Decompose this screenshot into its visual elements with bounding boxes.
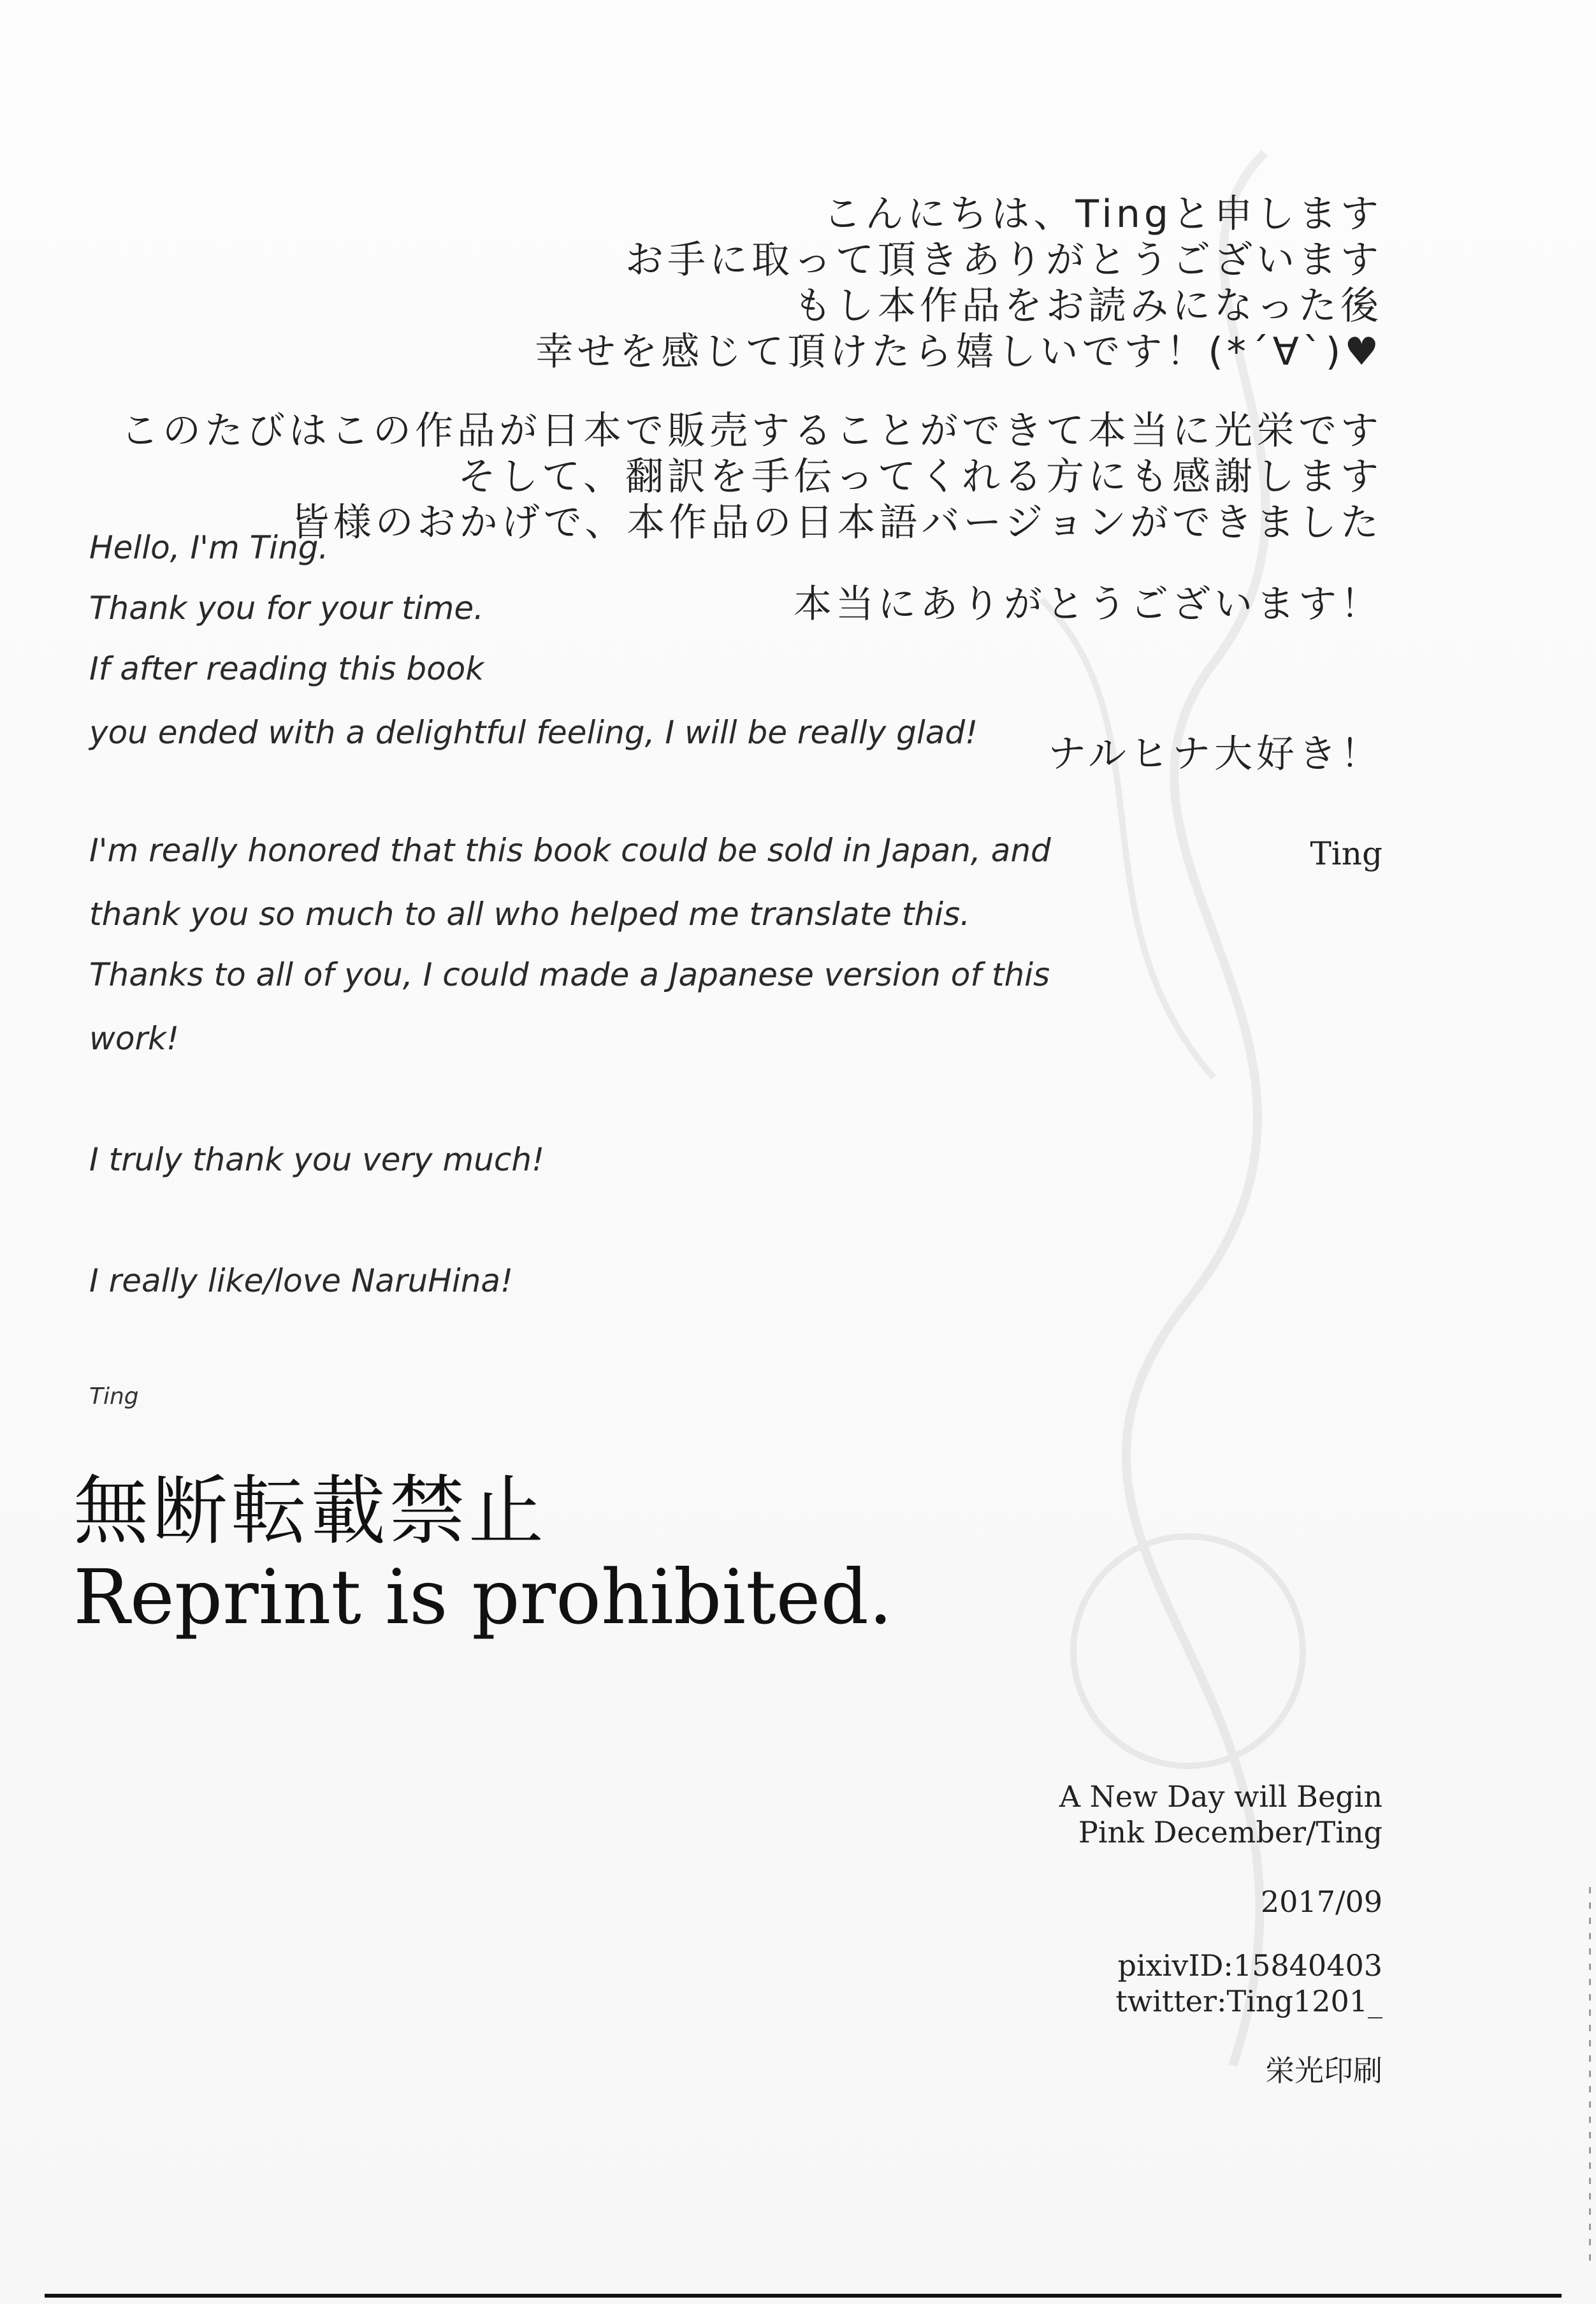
japanese-thanks: [120, 408, 1382, 546]
signature-right: Ting: [1310, 835, 1382, 872]
printer-name: 栄光印刷: [1265, 2053, 1382, 2088]
japanese-thanks-line: そして、翻訳を手伝ってくれる方にも感謝します: [458, 455, 1382, 499]
english-line: thank you so much to all who helped me translate this.: [89, 896, 971, 933]
japanese-greeting-line: お手に取って頂きありがとうございます: [625, 238, 1382, 282]
japanese-arigato: 本当にありがとうございます！: [794, 582, 1382, 627]
reprint-notice-english: Reprint is prohibited.: [73, 1553, 893, 1641]
english-line: you ended with a delightful feeling, I will be really glad!: [89, 714, 978, 751]
japanese-thanks-line: 皆様のおかげで、本作品の日本語バージョンができました: [291, 500, 1382, 545]
japanese-greeting: [535, 191, 1382, 375]
pixiv-id: pixivID:15840403: [1117, 1948, 1382, 1983]
signature-left: Ting: [89, 1383, 139, 1410]
english-line: work!: [89, 1020, 180, 1057]
english-line: Thanks to all of you, I could made a Japanese version of this: [89, 956, 1050, 993]
publication-date: 2017/09: [1260, 1885, 1382, 1919]
japanese-daisuki: ナルヒナ大好き！: [1048, 732, 1382, 777]
english-line: Hello, I'm Ting.: [89, 529, 329, 566]
twitter-handle: twitter:Ting1201_: [1115, 1984, 1382, 2018]
bottom-rule: [45, 2294, 1562, 2298]
english-line-love: I really like/love NaruHina!: [89, 1262, 514, 1299]
japanese-greeting-line: 幸せを感じて頂けたら嬉しいです！(*´∀`)♥: [535, 330, 1382, 374]
english-line: I'm really honored that this book could be sold in Japan, and: [89, 832, 1051, 869]
japanese-greeting-line: こんにちは、Tingと申します: [823, 192, 1382, 237]
reprint-notice-japanese: 無断転載禁止: [73, 1467, 548, 1555]
japanese-thanks-line: このたびはこの作品が日本で販売することができて本当に光栄です: [120, 409, 1382, 453]
japanese-greeting-line: もし本作品をお読みになった後: [794, 284, 1382, 328]
english-line: Thank you for your time.: [89, 590, 484, 627]
circle-name: Pink December/Ting: [1078, 1815, 1382, 1849]
colophon-social-block: [1115, 1948, 1382, 2019]
colophon-title-block: [1059, 1779, 1382, 1850]
english-line: If after reading this book: [89, 650, 484, 687]
english-line-truly: I truly thank you very much!: [89, 1141, 545, 1178]
reprint-notice: [73, 1466, 893, 1641]
book-title: A New Day will Begin: [1059, 1779, 1382, 1814]
scan-edge-mark: [1589, 1887, 1591, 2270]
